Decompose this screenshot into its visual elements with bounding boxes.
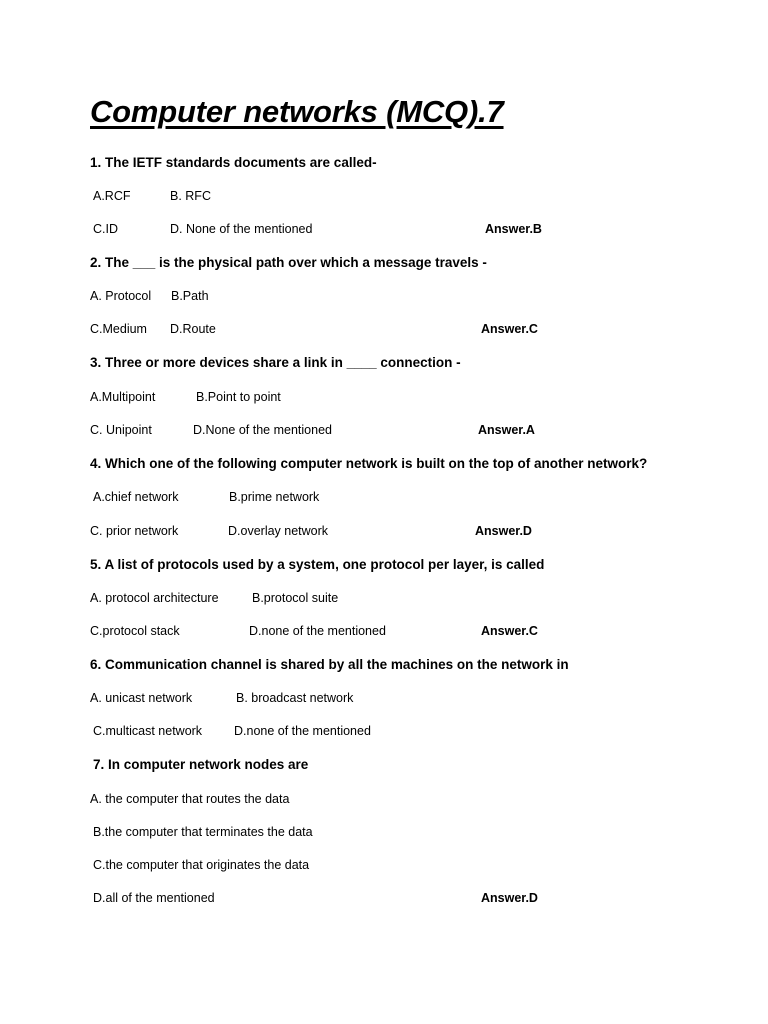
question-4: 4. Which one of the following computer network is built on the top of another network? bbox=[90, 456, 648, 471]
question-2: 2. The ___ is the physical path over which a message travels - bbox=[90, 255, 487, 270]
option-7c: C.the computer that originates the data bbox=[93, 858, 310, 872]
option-1c: C.ID bbox=[93, 222, 118, 236]
question-6: 6. Communication channel is shared by all the machines on the network in bbox=[90, 657, 569, 672]
answer-1: Answer.B bbox=[485, 222, 542, 236]
option-7b: B.the computer that terminates the data bbox=[93, 825, 313, 839]
option-6d: D.none of the mentioned bbox=[234, 724, 371, 738]
answer-7: Answer.D bbox=[481, 891, 538, 905]
option-1d: D. None of the mentioned bbox=[170, 222, 313, 236]
page-title: Computer networks (MCQ).7 bbox=[90, 94, 504, 129]
option-3d: D.None of the mentioned bbox=[193, 423, 332, 437]
question-7: 7. In computer network nodes are bbox=[93, 757, 309, 772]
option-7a: A. the computer that routes the data bbox=[90, 792, 290, 806]
question-1: 1. The IETF standards documents are called- bbox=[90, 155, 377, 170]
option-2a: A. Protocol bbox=[90, 289, 152, 303]
option-5a: A. protocol architecture bbox=[90, 591, 219, 605]
option-2d: D.Route bbox=[170, 322, 216, 336]
option-2b: B.Path bbox=[171, 289, 209, 303]
question-5: 5. A list of protocols used by a system, one protocol per layer, is called bbox=[90, 557, 545, 572]
answer-4: Answer.D bbox=[475, 524, 532, 538]
option-6b: B. broadcast network bbox=[236, 691, 354, 705]
option-4b: B.prime network bbox=[229, 490, 320, 504]
answer-2: Answer.C bbox=[481, 322, 538, 336]
option-2c: C.Medium bbox=[90, 322, 147, 336]
answer-5: Answer.C bbox=[481, 624, 538, 638]
option-4c: C. prior network bbox=[90, 524, 179, 538]
option-1a: A.RCF bbox=[93, 189, 131, 203]
option-4d: D.overlay network bbox=[228, 524, 329, 538]
option-6c: C.multicast network bbox=[93, 724, 203, 738]
answer-3: Answer.A bbox=[478, 423, 535, 437]
option-4a: A.chief network bbox=[93, 490, 179, 504]
option-7d: D.all of the mentioned bbox=[93, 891, 215, 905]
option-3a: A.Multipoint bbox=[90, 390, 156, 404]
option-5d: D.none of the mentioned bbox=[249, 624, 386, 638]
question-3: 3. Three or more devices share a link in ____ connection - bbox=[90, 355, 461, 370]
option-3b: B.Point to point bbox=[196, 390, 281, 404]
option-6a: A. unicast network bbox=[90, 691, 193, 705]
option-3c: C. Unipoint bbox=[90, 423, 152, 437]
option-5c: C.protocol stack bbox=[90, 624, 180, 638]
option-5b: B.protocol suite bbox=[252, 591, 339, 605]
option-1b: B. RFC bbox=[170, 189, 211, 203]
